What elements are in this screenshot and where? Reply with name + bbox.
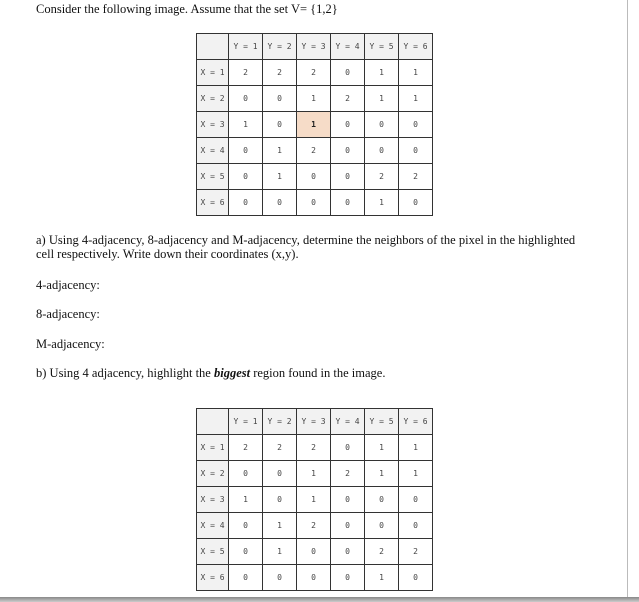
pixel-cell: 1 (365, 86, 399, 112)
pixel-cell: 2 (399, 164, 433, 190)
table-row (197, 112, 433, 138)
pixel-cell: 0 (229, 86, 263, 112)
col-header: Y = 1 (229, 34, 263, 60)
pixel-cell: 0 (331, 190, 365, 216)
pixel-cell: 2 (229, 60, 263, 86)
pixel-cell: 1 (399, 86, 433, 112)
pixel-cell: 0 (263, 461, 297, 487)
pixel-cell: 0 (331, 164, 365, 190)
pixel-cell: 2 (297, 60, 331, 86)
table-row (197, 60, 433, 86)
table-row (197, 435, 433, 461)
pixel-cell: 0 (331, 435, 365, 461)
table-row (197, 461, 433, 487)
col-header: Y = 3 (297, 409, 331, 435)
question-b-prefix: b) Using 4 adjacency, highlight the (36, 366, 214, 380)
col-header: Y = 1 (229, 409, 263, 435)
header-row (197, 409, 433, 435)
pixel-cell: 1 (399, 461, 433, 487)
question-a-line1: a) Using 4-adjacency, 8-adjacency and M-adjacency, determine the neighbors of the pixel in the highlighted (36, 233, 576, 247)
label-m-adjacency: M-adjacency: (36, 337, 105, 351)
bottom-edge (0, 597, 639, 602)
table-row (197, 164, 433, 190)
col-header: Y = 2 (263, 409, 297, 435)
pixel-cell: 1 (263, 138, 297, 164)
highlighted-cell: 1 (297, 112, 331, 138)
row-header: X = 1 (197, 435, 229, 461)
pixel-cell: 0 (365, 513, 399, 539)
pixel-cell: 1 (229, 112, 263, 138)
col-header: Y = 5 (365, 34, 399, 60)
col-header: Y = 4 (331, 34, 365, 60)
pixel-cell: 1 (297, 461, 331, 487)
row-header: X = 5 (197, 164, 229, 190)
col-header: Y = 5 (365, 409, 399, 435)
pixel-cell: 0 (263, 190, 297, 216)
pixel-cell: 0 (331, 112, 365, 138)
pixel-cell: 2 (365, 164, 399, 190)
table-row (197, 513, 433, 539)
pixel-cell: 1 (365, 60, 399, 86)
col-header: Y = 2 (263, 34, 297, 60)
pixel-cell: 1 (365, 435, 399, 461)
pixel-cell: 2 (229, 435, 263, 461)
pixel-cell: 2 (263, 60, 297, 86)
pixel-cell: 1 (399, 435, 433, 461)
row-header: X = 6 (197, 190, 229, 216)
intro-text: Consider the following image. Assume that the set V= {1,2} (36, 2, 338, 16)
table-row (197, 539, 433, 565)
pixel-cell: 0 (399, 138, 433, 164)
pixel-cell: 1 (297, 86, 331, 112)
pixel-cell: 0 (229, 461, 263, 487)
col-header: Y = 6 (399, 409, 433, 435)
pixel-cell: 2 (331, 86, 365, 112)
pixel-cell: 0 (263, 86, 297, 112)
pixel-cell: 1 (297, 487, 331, 513)
pixel-cell: 0 (331, 565, 365, 591)
image-table-2 (196, 408, 433, 591)
row-header: X = 3 (197, 487, 229, 513)
pixel-cell: 0 (263, 487, 297, 513)
pixel-cell: 0 (365, 112, 399, 138)
pixel-cell: 0 (399, 487, 433, 513)
pixel-cell: 0 (297, 164, 331, 190)
pixel-cell: 0 (331, 513, 365, 539)
label-4-adjacency: 4-adjacency: (36, 278, 100, 292)
col-header: Y = 4 (331, 409, 365, 435)
pixel-cell: 1 (263, 513, 297, 539)
pixel-cell: 0 (399, 513, 433, 539)
pixel-cell: 0 (331, 138, 365, 164)
pixel-cell: 0 (263, 565, 297, 591)
col-header: Y = 3 (297, 34, 331, 60)
label-8-adjacency: 8-adjacency: (36, 307, 100, 321)
table-row (197, 190, 433, 216)
pixel-cell: 2 (365, 539, 399, 565)
corner-cell (197, 409, 229, 435)
pixel-cell: 0 (399, 565, 433, 591)
table-row (197, 565, 433, 591)
table-row (197, 487, 433, 513)
pixel-cell: 0 (229, 539, 263, 565)
question-a-line2: cell respectively. Write down their coordinates (x,y). (36, 247, 299, 261)
pixel-cell: 1 (365, 190, 399, 216)
pixel-cell: 1 (365, 565, 399, 591)
question-b-suffix: region found in the image. (250, 366, 386, 380)
pixel-cell: 1 (263, 164, 297, 190)
pixel-cell: 1 (229, 487, 263, 513)
pixel-cell: 0 (399, 112, 433, 138)
pixel-cell: 0 (365, 487, 399, 513)
pixel-cell: 0 (229, 190, 263, 216)
table-row (197, 86, 433, 112)
pixel-cell: 0 (297, 565, 331, 591)
pixel-cell: 0 (297, 539, 331, 565)
row-header: X = 4 (197, 513, 229, 539)
image-table-1 (196, 33, 433, 216)
row-header: X = 2 (197, 461, 229, 487)
pixel-cell: 0 (331, 60, 365, 86)
pixel-cell: 0 (263, 112, 297, 138)
pixel-cell: 0 (229, 513, 263, 539)
pixel-cell: 1 (365, 461, 399, 487)
pixel-cell: 0 (229, 565, 263, 591)
pixel-cell: 0 (331, 539, 365, 565)
pixel-cell: 0 (297, 190, 331, 216)
pixel-cell: 0 (229, 164, 263, 190)
pixel-cell: 2 (331, 461, 365, 487)
row-header: X = 3 (197, 112, 229, 138)
pixel-cell: 2 (297, 435, 331, 461)
pixel-cell: 2 (263, 435, 297, 461)
corner-cell (197, 34, 229, 60)
pixel-cell: 2 (297, 513, 331, 539)
row-header: X = 2 (197, 86, 229, 112)
pixel-cell: 1 (399, 60, 433, 86)
question-b-emphasis: biggest (213, 366, 251, 380)
pixel-cell: 0 (399, 190, 433, 216)
row-header: X = 1 (197, 60, 229, 86)
pixel-cell: 2 (399, 539, 433, 565)
row-header: X = 4 (197, 138, 229, 164)
table-row (197, 138, 433, 164)
header-row (197, 34, 433, 60)
pixel-cell: 0 (229, 138, 263, 164)
row-header: X = 5 (197, 539, 229, 565)
pixel-cell: 2 (297, 138, 331, 164)
pixel-cell: 0 (365, 138, 399, 164)
pixel-cell: 0 (331, 487, 365, 513)
pixel-cell: 1 (263, 539, 297, 565)
question-b (36, 367, 385, 380)
row-header: X = 6 (197, 565, 229, 591)
col-header: Y = 6 (399, 34, 433, 60)
